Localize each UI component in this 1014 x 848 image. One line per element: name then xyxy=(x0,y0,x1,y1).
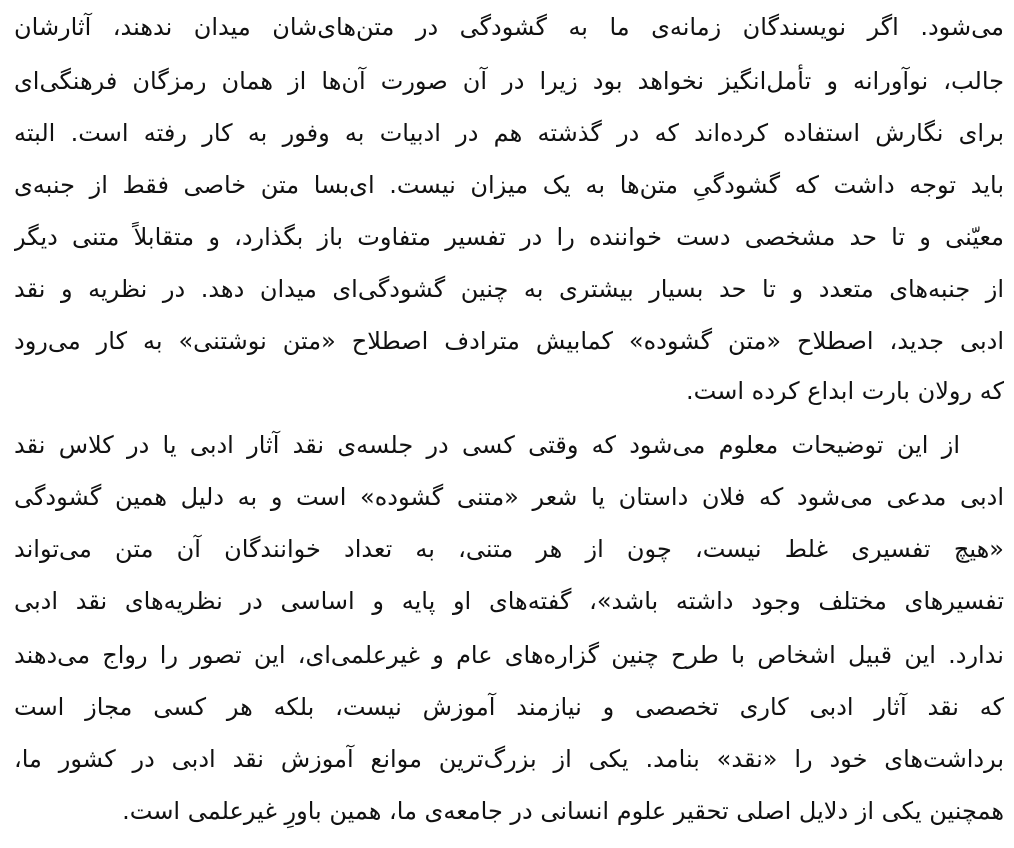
text-line: «هیچ تفسیری غلط نیست، چون از هر متنی، به تعداد خوانندگان آن متن می‌تواند xyxy=(14,535,1004,563)
text-line: از این توضیحات معلوم می‌شود که وقتی کسی در جلسه‌ی نقد آثار ادبی یا در کلاس نقد xyxy=(14,431,960,459)
text-line: معیّنی و تا حد مشخصی دست خواننده را در تفسیر متفاوت باز بگذارد، و متقابلاً متنی دیگر xyxy=(14,223,1004,251)
text-line: ادبی جدید، اصطلاح «متن گشوده» کمابیش مترادف اصطلاح «متن نوشتنی» به کار می‌رود xyxy=(14,327,1004,355)
text-line: باید توجه داشت که گشودگیِ متن‌ها به یک میزان نیست. ای‌بسا متن خاصی فقط از جنبه‌ی xyxy=(14,171,1004,199)
text-line: تفسیرهای مختلف وجود داشته باشد»، گفته‌های او پایه و اساسی در نظریه‌های نقد ادبی xyxy=(14,587,1004,615)
text-line: می‌شود. اگر نویسندگان زمانه‌ی ما به گشودگی در متن‌های‌شان میدان ندهند، آثارشان xyxy=(14,13,1004,41)
text-line: که نقد آثار ادبی کاری تخصصی و نیازمند آموزش نیست، بلکه هر کسی مجاز است xyxy=(14,693,1004,721)
text-line: که رولان بارت ابداع کرده است. xyxy=(686,377,1004,405)
text-line: برای نگارش استفاده کرده‌اند که در گذشته هم در ادبیات به وفور به کار رفته است. البته xyxy=(14,119,1004,147)
text-line: ادبی مدعی می‌شود که فلان داستان یا شعر «متنی گشوده» است و به دلیل همین گشودگی xyxy=(14,483,1004,511)
text-line: برداشت‌های خود را «نقد» بنامد. یکی از بزرگ‌ترین موانع آموزش نقد ادبی در کشور ما، xyxy=(14,745,1004,773)
text-line: جالب، نوآورانه و تأمل‌انگیز نخواهد بود زیرا در آن صورت آن‌ها از همان رمزگان فرهنگی‌ای xyxy=(14,67,1004,95)
text-line: همچنین یکی از دلایل اصلی تحقیر علوم انسانی در جامعه‌ی ما، همین باورِ غیرعلمی است. xyxy=(122,797,1004,825)
text-line: از جنبه‌های متعدد و تا حد بسیار بیشتری به چنین گشودگی‌ای میدان دهد. در نظریه و نقد xyxy=(14,275,1004,303)
text-line: ندارد. این قبیل اشخاص با طرح چنین گزاره‌های عام و غیرعلمی‌ای، این تصور را رواج می‌دهند xyxy=(14,641,1004,669)
